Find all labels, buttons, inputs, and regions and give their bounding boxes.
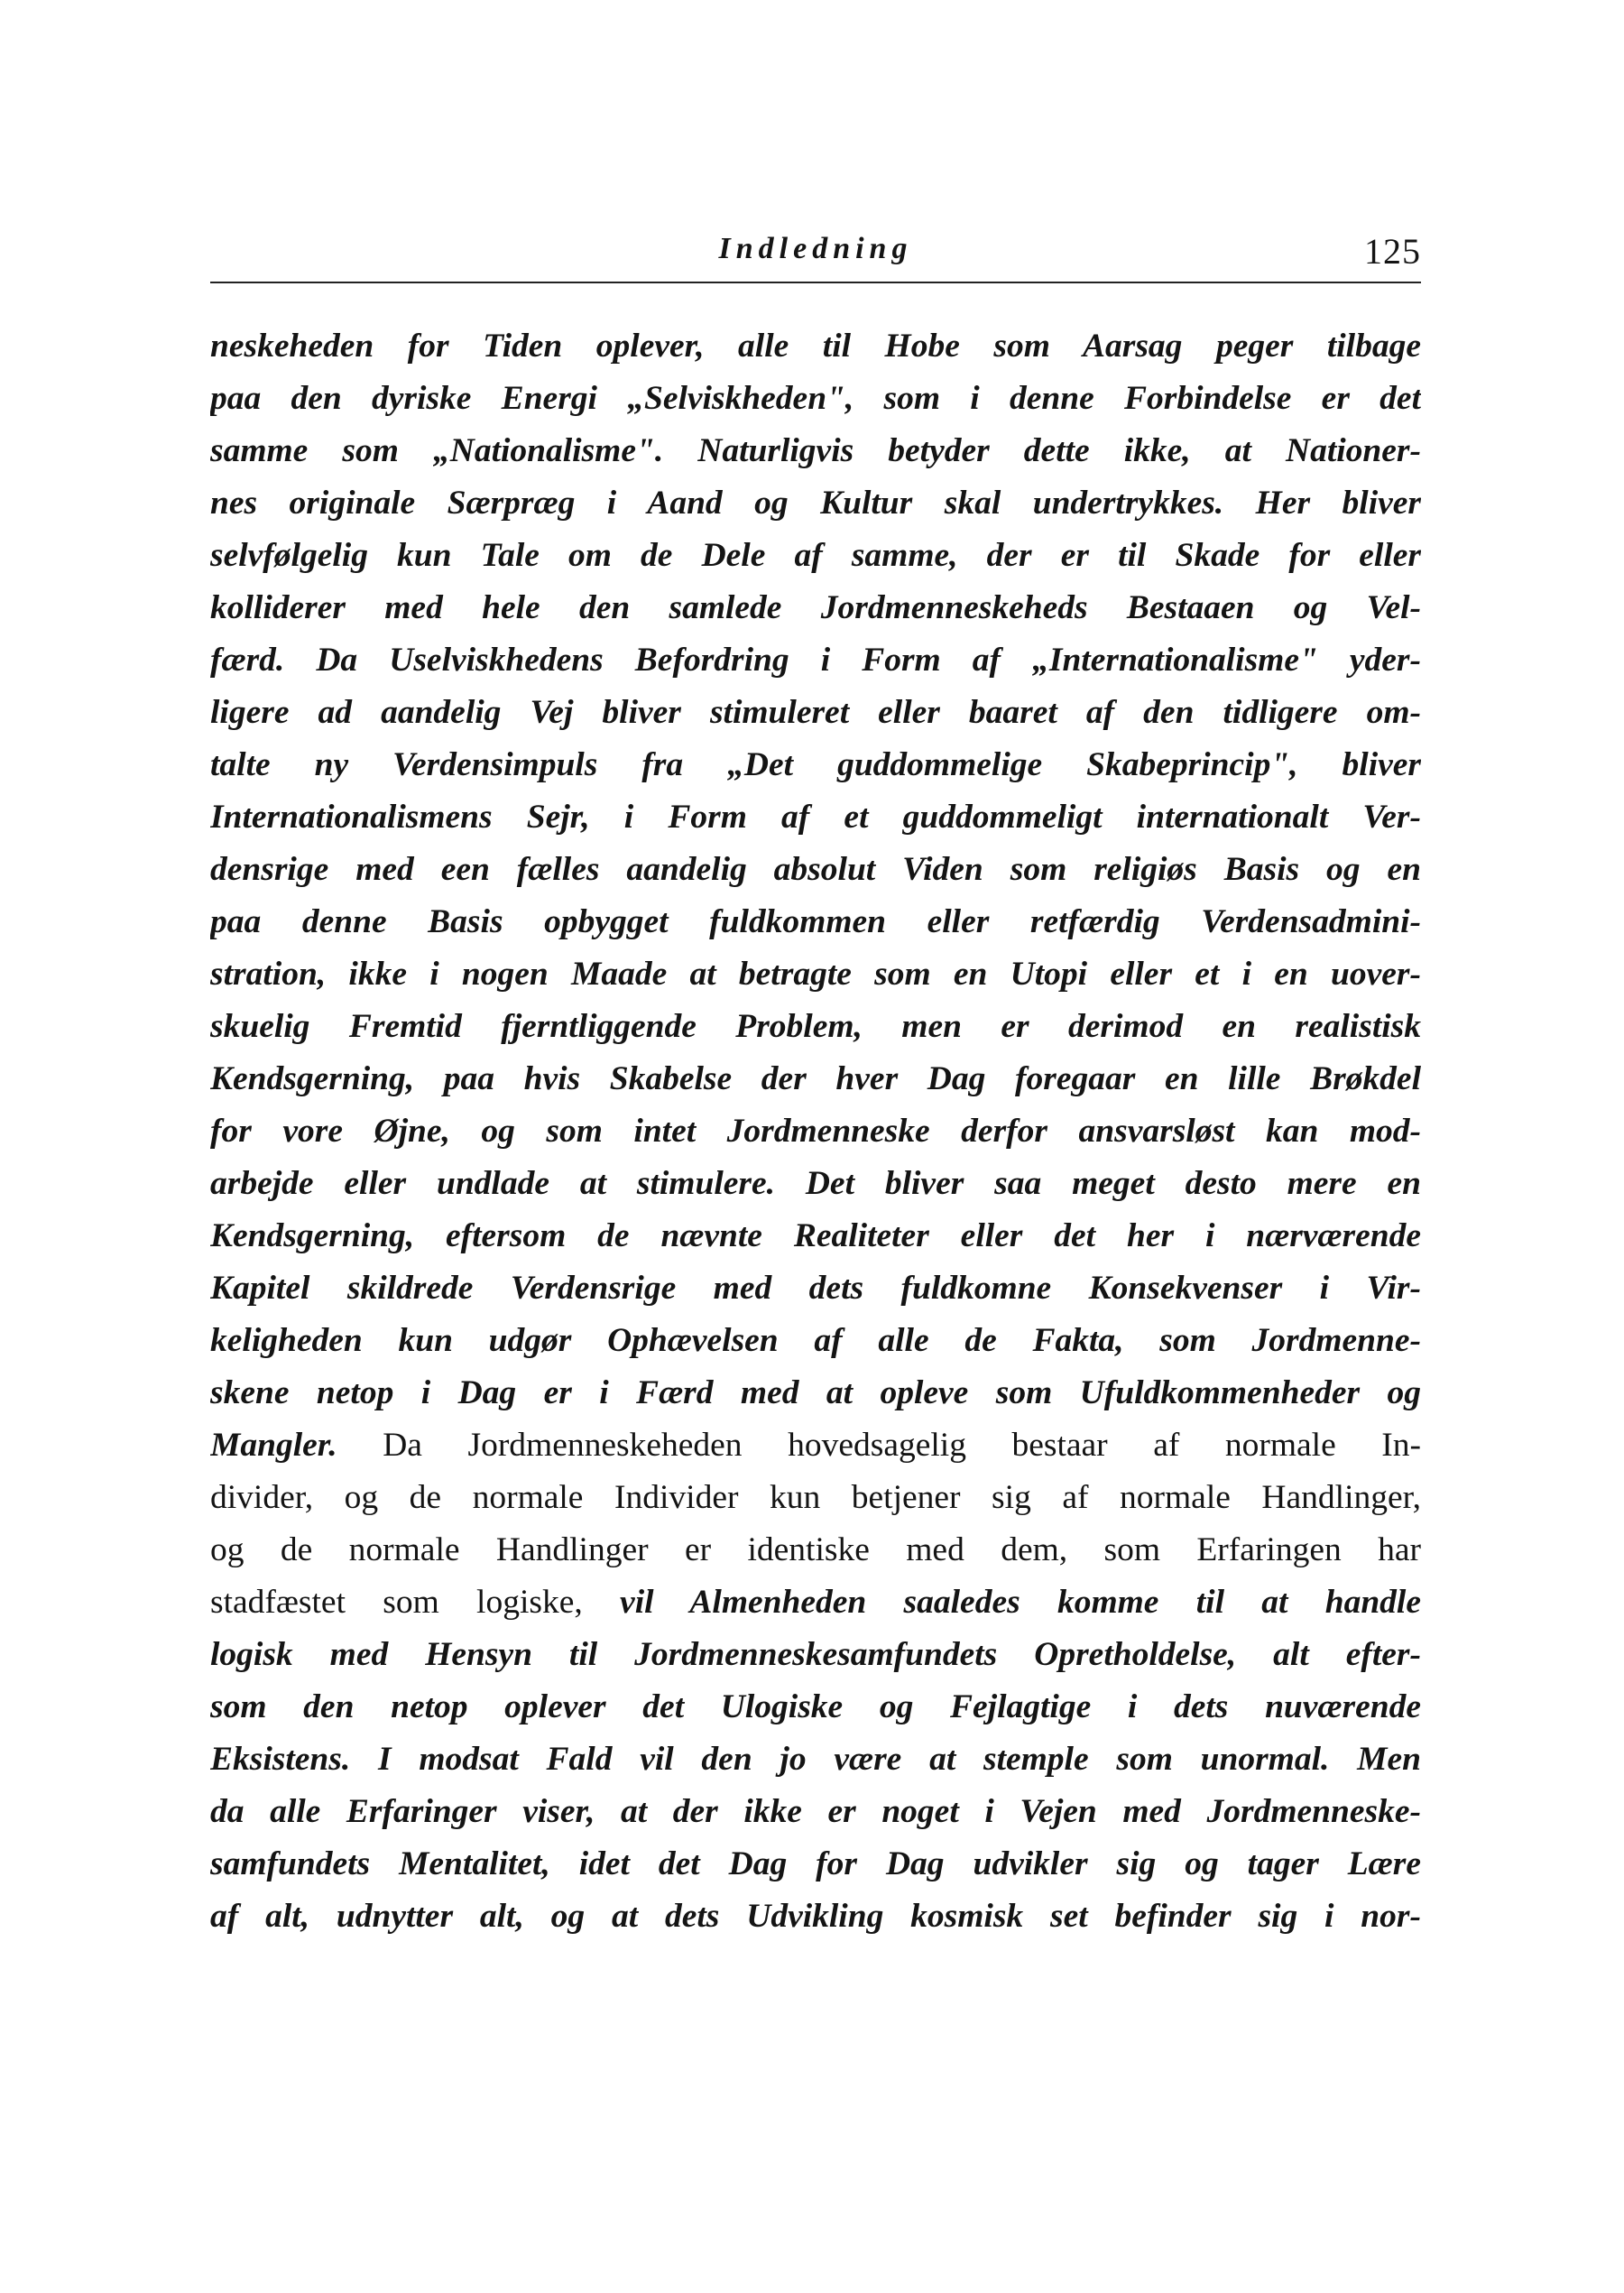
italic-text: da alle Erfaringer viser, at der ikke er noget i Vejen med Jordmenneske- bbox=[210, 1793, 1421, 1830]
roman-text: og de normale Handlinger er identiske med dem, som Erfaringen har bbox=[210, 1531, 1421, 1568]
text-line bbox=[210, 791, 1421, 844]
italic-text: paa denne Basis opbygget fuldkommen eller retfærdig Verdensadmini- bbox=[210, 903, 1421, 940]
body-text bbox=[210, 320, 1421, 1943]
running-title: Indledning bbox=[718, 232, 913, 265]
text-line bbox=[210, 634, 1421, 687]
text-line bbox=[210, 1838, 1421, 1891]
italic-text: færd. Da Uselviskhedens Befordring i Form af „Internationalisme" yder- bbox=[210, 642, 1421, 679]
running-header bbox=[210, 228, 1421, 281]
text-line bbox=[210, 1315, 1421, 1367]
text-line bbox=[210, 320, 1421, 373]
text-line bbox=[210, 687, 1421, 739]
italic-text: for vore Øjne, og som intet Jordmenneske derfor ansvarsløst kan mod- bbox=[210, 1113, 1421, 1150]
italic-text: samfundets Mentalitet, idet det Dag for Dag udvikler sig og tager Lære bbox=[210, 1845, 1421, 1882]
text-line bbox=[210, 1734, 1421, 1786]
text-line bbox=[210, 1053, 1421, 1105]
text-line bbox=[210, 844, 1421, 896]
text-line bbox=[210, 1629, 1421, 1681]
text-line bbox=[210, 948, 1421, 1001]
header-rule bbox=[210, 282, 1421, 283]
italic-text: nes originale Særpræg i Aand og Kultur skal undertrykkes. Her bliver bbox=[210, 485, 1421, 522]
italic-text: ligere ad aandelig Vej bliver stimuleret eller baaret af den tidligere om- bbox=[210, 694, 1421, 731]
italic-text: Internationalismens Sejr, i Form af et guddommeligt internationalt Ver- bbox=[210, 799, 1421, 836]
text-line bbox=[210, 1262, 1421, 1315]
italic-text: Kapitel skildrede Verdensrige med dets fuldkomne Konsekvenser i Vir- bbox=[210, 1270, 1421, 1307]
italic-text: Kendsgerning, eftersom de nævnte Realiteter eller det her i nærværende bbox=[210, 1217, 1421, 1254]
text-line bbox=[210, 1681, 1421, 1734]
text-line bbox=[210, 1524, 1421, 1576]
text-line bbox=[210, 1105, 1421, 1158]
italic-text: skuelig Fremtid fjerntliggende Problem, men er derimod en realistisk bbox=[210, 1008, 1421, 1045]
italic-text: af alt, udnytter alt, og at dets Udvikling kosmisk set befinder sig i nor- bbox=[210, 1898, 1421, 1935]
page-number: 125 bbox=[1364, 231, 1421, 272]
text-line bbox=[210, 582, 1421, 634]
text-line bbox=[210, 1891, 1421, 1943]
text-line bbox=[210, 1001, 1421, 1053]
italic-text: Kendsgerning, paa hvis Skabelse der hver Dag foregaar en lille Brøkdel bbox=[210, 1060, 1421, 1097]
italic-text: arbejde eller undlade at stimulere. Det bliver saa meget desto mere en bbox=[210, 1165, 1421, 1202]
text-line bbox=[210, 477, 1421, 530]
text-line bbox=[210, 1367, 1421, 1419]
text-line bbox=[210, 530, 1421, 582]
text-line bbox=[210, 373, 1421, 425]
text-line bbox=[210, 1576, 1421, 1629]
italic-text: Eksistens. I modsat Fald vil den jo være at stemple som unormal. Men bbox=[210, 1741, 1421, 1778]
roman-text: stadfæstet som logiske, bbox=[210, 1584, 621, 1621]
roman-text: divider, og de normale Individer kun betjener sig af normale Handlinger, bbox=[210, 1479, 1421, 1516]
text-line bbox=[210, 1210, 1421, 1262]
italic-text: logisk med Hensyn til Jordmenneskesamfundets Opretholdelse, alt efter- bbox=[210, 1636, 1421, 1673]
italic-text: vil Almenheden saaledes komme til at handle bbox=[620, 1584, 1421, 1621]
italic-text: selvfølgelig kun Tale om de Dele af samme, der er til Skade for eller bbox=[210, 537, 1421, 574]
text-line bbox=[210, 1786, 1421, 1838]
text-line bbox=[210, 425, 1421, 477]
text-line bbox=[210, 896, 1421, 948]
italic-text: Mangler. bbox=[210, 1427, 337, 1464]
text-line bbox=[210, 739, 1421, 791]
italic-text: talte ny Verdensimpuls fra „Det guddommelige Skabeprincip", bliver bbox=[210, 746, 1421, 783]
italic-text: densrige med een fælles aandelig absolut Viden som religiøs Basis og en bbox=[210, 851, 1421, 888]
italic-text: paa den dyriske Energi „Selviskheden", som i denne Forbindelse er det bbox=[210, 380, 1421, 417]
roman-text: Da Jordmenneskeheden hovedsagelig bestaar af normale In- bbox=[337, 1427, 1421, 1464]
italic-text: samme som „Nationalisme". Naturligvis betyder dette ikke, at Nationer- bbox=[210, 432, 1421, 469]
italic-text: skene netop i Dag er i Færd med at opleve som Ufuldkommenheder og bbox=[210, 1374, 1421, 1411]
text-line bbox=[210, 1419, 1421, 1472]
italic-text: kolliderer med hele den samlede Jordmenneskeheds Bestaaen og Vel- bbox=[210, 589, 1421, 626]
italic-text: som den netop oplever det Ulogiske og Fejlagtige i dets nuværende bbox=[210, 1688, 1421, 1725]
text-line bbox=[210, 1158, 1421, 1210]
italic-text: neskeheden for Tiden oplever, alle til Hobe som Aarsag peger tilbage bbox=[210, 328, 1421, 365]
italic-text: keligheden kun udgør Ophævelsen af alle de Fakta, som Jordmenne- bbox=[210, 1322, 1421, 1359]
text-line bbox=[210, 1472, 1421, 1524]
italic-text: stration, ikke i nogen Maade at betragte som en Utopi eller et i en uover- bbox=[210, 956, 1421, 993]
